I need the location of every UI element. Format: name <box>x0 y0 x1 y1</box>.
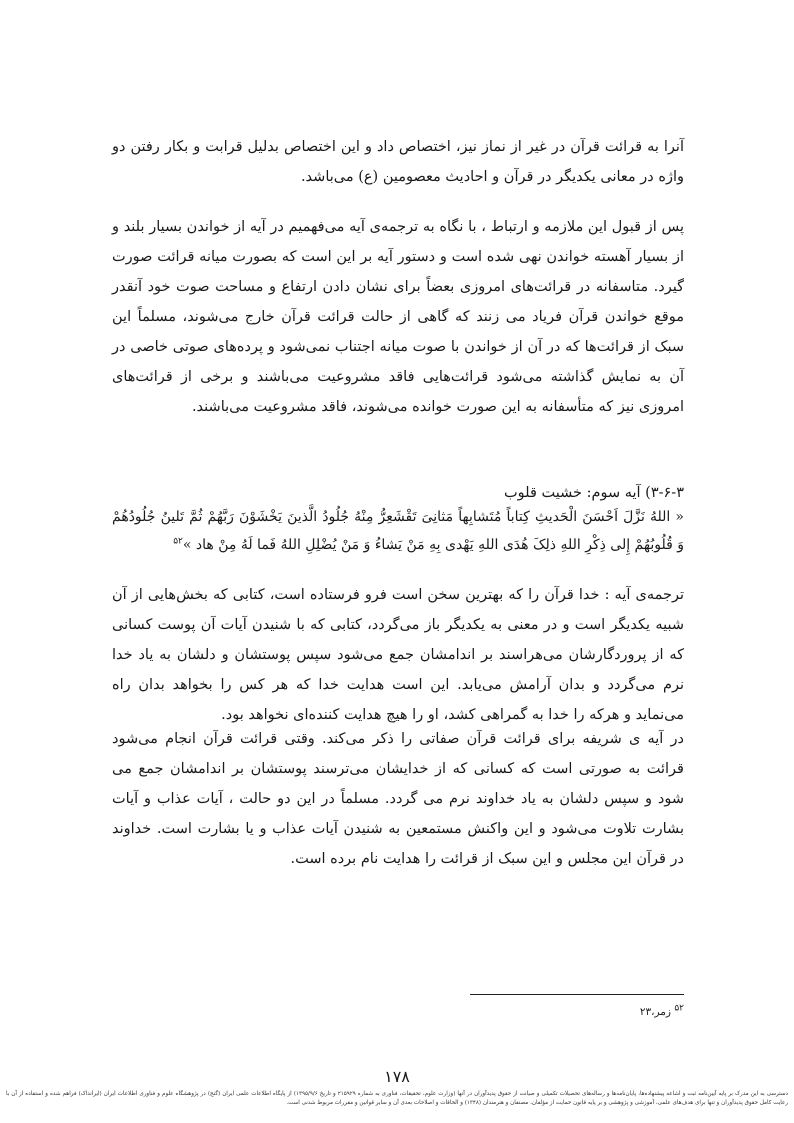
body-paragraph-2: پس از قبول این ملازمه و ارتباط ، با نگاه به ترجمه‌ی آیه می‌فهمیم در آیه از خواندن بسیار بلند و از بسیار آهسته خواندن نهی شده است و دستور آیه بر این است که بصورت میانه قرائت صورت گیرد. متاسفانه در قرائت‌های امروزی بعضاً برای نشان دادن ارتفاع و مساحت صوت خود آنقدر موقع خواندن قرآن فریاد می زنند که گاهی از حالت قرائت قرآن خارج می‌شوند، مسلماً این سبک از قرائت‌ها که در آن از خواندن با صوت میانه اجتناب نمی‌شود و پرده‌های صوتی خاصی در آن به نمایش گذاشته می‌شود قرائت‌هایی فاقد مشروعیت می‌باشند و برخی از قرائت‌های امروزی نیز که متأسفانه به این صورت خوانده می‌شوند، فاقد مشروعیت می‌باشند. <box>112 219 684 415</box>
verse-text: « اللهُ نَزَّلَ اَحْسَنَ الْحَدیثِ کِتاباً مُتَشابِهاً مَثانِیَ تَقْشَعِرُّ مِنْهُ جُلُودُ الَّذینَ یَخْشَوْنَ رَبَّهُمْ ثُمَّ تَلینُ جُلُودُهُمْ وَ قُلُوبُهُمْ إِلی ذِکْرِ اللهِ ذلِکَ هُدَی اللهِ یَهْدی بِهِ مَنْ یَشاءُ وَ مَنْ یُضْلِلِ اللهُ فَما لَهُ مِنْ هاد » <box>112 509 684 553</box>
page-number: ۱۷۸ <box>384 1067 410 1086</box>
footnote-mark: ۵۲ <box>674 1003 684 1014</box>
access-notice: دسترسی به این مدرک بر پایه آیین‌نامه ثبت و اشاعه پیشنهاده‌ها، پایان‌نامه‌ها و رساله‌های تحصیلات تکمیلی و صیانت از حقوق پدیدآوران در آنها (وزارت علوم، تحقیقات، فناوری به شماره ۲۱۵۹۲۹ و تاریخ ۱۳۹۵/۹/۶) از پایگاه اطلاعات علمی ایران (گنج) در پژوهشگاه علوم و فناوری اطلاعات ایران (ایرانداک) فراهم شده و استفاده از آن با رعایت کامل حقوق پدیدآوران و تنها برای هدف‌های علمی، آموزشی و پژوهشی و بر پایه قانون حمایت از مؤلفان، مصنفان و هنرمندان (۱۳۴۸) و الحاقات و اصلاحات بعدی آن و سایر قوانین و مقررات مربوط شدنی است. <box>6 1091 788 1106</box>
verse-footnote-mark: ۵۲ <box>173 536 183 547</box>
body-paragraph-4: در آیه ی شریفه برای قرائت قرآن صفاتی را ذکر می‌کند. وقتی قرائت قرآن انجام می‌شود قرائت به صورتی است که کسانی که از خدایشان می‌ترسند پوستشان بر اندامشان جمع می شود و سپس دلشان به یاد خداوند نرم می گردد. مسلماً در این دو حالت ، آیات عذاب و آیات بشارت تلاوت می‌شود و این واکنش مستمعین به شنیدن آیات عذاب و یا بشارت است. خداوند در قرآن این مجلس و این سبک از قرائت را هدایت نام برده است. <box>112 731 684 867</box>
footnote-divider <box>470 994 684 995</box>
quran-verse <box>112 503 684 559</box>
footnote-text: زمر،۲۳ <box>639 1006 675 1018</box>
body-paragraph-1: آنرا به قرائت قرآن در غیر از نماز نیز، اختصاص داد و این اختصاص بدلیل قرابت و بکار رفتن دو واژه در معانی یکدیگر در قرآن و احادیث معصومین (ع) می‌باشد. <box>112 139 684 185</box>
body-paragraph-3: ترجمه‌ی آیه : خدا قرآن را که بهترین سخن است فرو فرستاده است، کتابی که بخش‌هایی از آن شبیه یکدیگر است و در معنی به یکدیگر باز می‌گردد، کتابی که با شنیدن آیات آن پوست کسانی که از پروردگارشان می‌هراسند بر اندامشان جمع می‌شود سپس پوستشان و دلشان به یاد خدا نرم می‌گردد و بدان آرامش می‌یابد. این است هدایت خدا که هر کس را بخواهد بدان راه می‌نماید و هرکه را خدا به گمراهی کشد، او را هیچ هدایت کننده‌ای نخواهد بود. <box>112 587 684 723</box>
section-heading: ۳-۶-۳) آیه سوم: خشیت قلوب <box>504 485 684 501</box>
footnote <box>112 1004 684 1020</box>
